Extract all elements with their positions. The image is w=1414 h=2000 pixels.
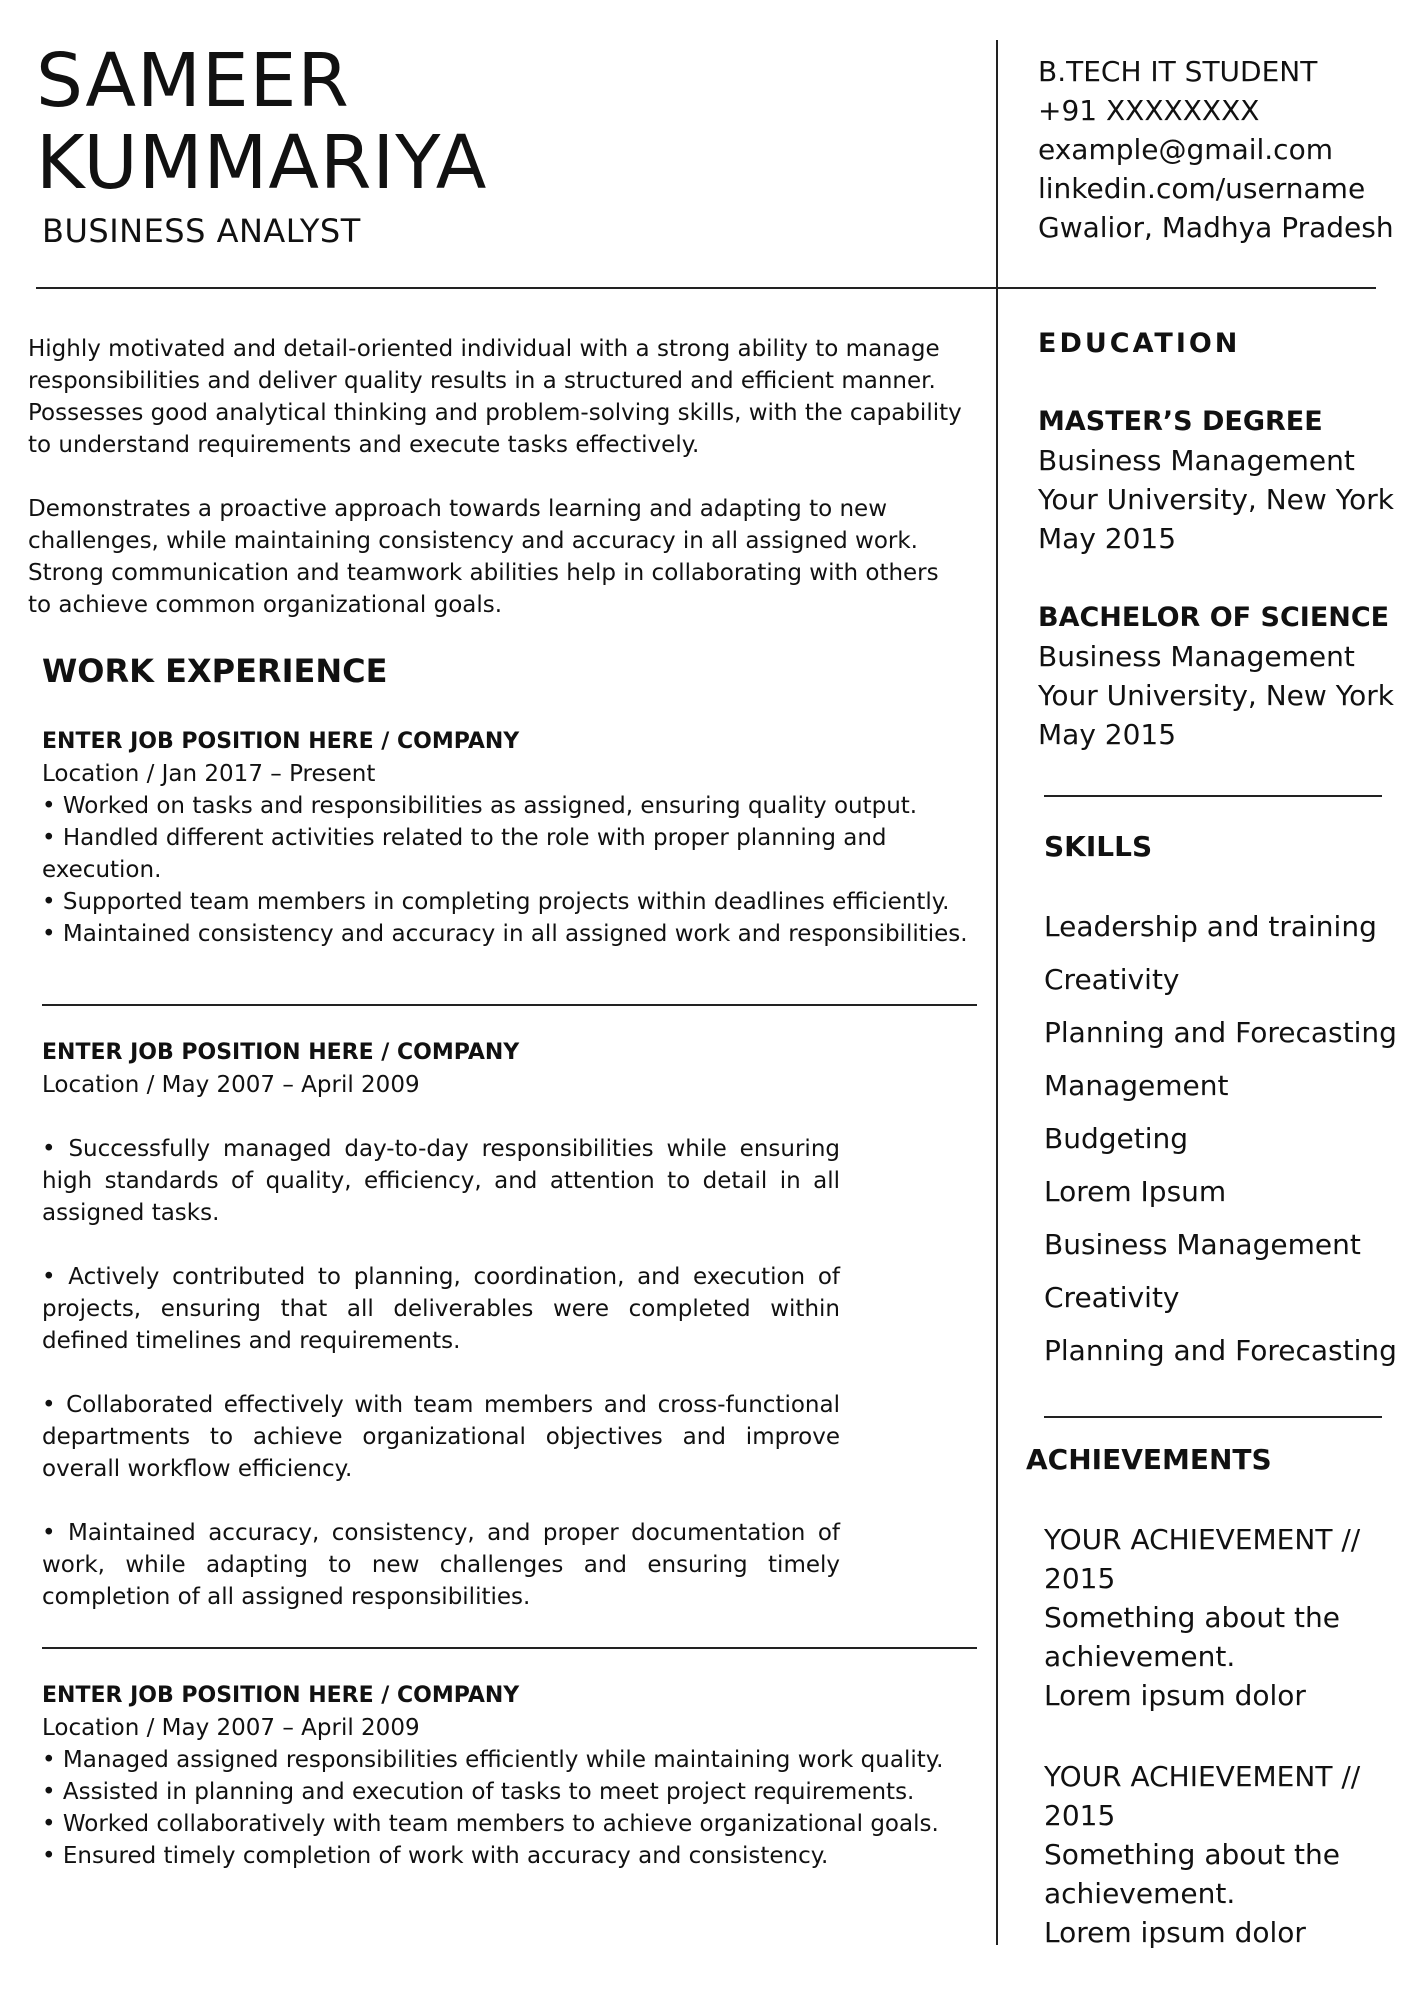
job-bullet: • Handled different activities related to the role with proper planning and execution. [42,825,887,883]
achievement-heading: YOUR ACHIEVEMENT // 2015 [1044,1523,1361,1595]
skills-title: SKILLS [1044,830,1153,863]
profile-summary [28,333,968,653]
job-role: BUSINESS ANALYST [42,212,361,250]
job-entry-2 [42,1037,972,1645]
contact-email: example@gmail.com [1038,133,1333,166]
job-title: ENTER JOB POSITION HERE / COMPANY [42,729,520,754]
job-divider-1 [42,1004,977,1006]
skills-list [1044,900,1397,1377]
work-experience-title: WORK EXPERIENCE [42,652,388,690]
achievement-description: Something about the achievement. [1044,1838,1340,1910]
education-title: EDUCATION [1038,328,1241,359]
achievement-note: Lorem ipsum dolor [1044,1916,1306,1949]
header-divider [36,287,1376,289]
contact-linkedin: linkedin.com/username [1038,172,1366,205]
job-entry-1 [42,726,972,950]
job-meta: Location / Jan 2017 – Present [42,761,376,787]
achievement-item-2 [1044,1757,1384,1952]
job-bullets [42,790,972,950]
job-bullet: • Actively contributed to planning, coordination, and execution of projects, ensuring that all deliverables were completed within defined timelines and requirements. [42,1264,840,1354]
job-meta: Location / May 2007 – April 2009 [42,1072,420,1098]
job-bullet: • Maintained consistency and accuracy in all assigned work and responsibilities. [42,921,968,947]
job-bullet: • Maintained accuracy, consistency, and proper documentation of work, while adapting to new challenges and ensuring timely completion of all assigned responsibilities. [42,1520,840,1610]
achievement-description: Something about the achievement. [1044,1601,1340,1673]
achievement-note: Lorem ipsum dolor [1044,1679,1306,1712]
name-last: KUMMARIYA [36,120,488,206]
skill-item: Budgeting [1044,1122,1189,1155]
job-entry-3 [42,1680,972,1872]
skill-item: Management [1044,1069,1229,1102]
contact-location: Gwalior, Madhya Pradesh [1038,211,1394,244]
job-bullet: • Collaborated effectively with team members and cross-functional departments to achieve organizational objectives and improve overall workflow efficiency. [42,1392,840,1482]
job-bullet: • Successfully managed day-to-day responsibilities while ensuring high standards of quality, efficiency, and attention to detail in all assigned tasks. [42,1136,840,1226]
job-bullets [42,1744,972,1872]
skill-item: Creativity [1044,963,1180,996]
candidate-name [36,40,487,204]
education-item-2 [1038,598,1398,754]
education-divider [1044,795,1382,797]
skills-divider [1044,1416,1382,1418]
degree-field: Business Management [1038,444,1355,477]
achievements-title: ACHIEVEMENTS [1026,1443,1272,1476]
skill-item: Planning and Forecasting [1044,1334,1397,1367]
job-bullets [42,1133,840,1613]
contact-phone: +91 XXXXXXXX [1038,94,1260,127]
job-bullet: • Ensured timely completion of work with accuracy and consistency. [42,1843,829,1869]
degree-school: Your University, New York [1038,679,1394,712]
job-bullet: • Worked on tasks and responsibilities as assigned, ensuring quality output. [42,793,918,819]
contact-block [1038,52,1394,247]
degree-name: BACHELOR OF SCIENCE [1038,602,1390,633]
degree-school: Your University, New York [1038,483,1394,516]
degree-date: May 2015 [1038,718,1177,751]
skill-item: Creativity [1044,1281,1180,1314]
contact-title: B.TECH IT STUDENT [1038,55,1318,88]
column-divider [996,40,998,1945]
degree-date: May 2015 [1038,522,1177,555]
education-item-1 [1038,402,1398,558]
degree-field: Business Management [1038,640,1355,673]
summary-paragraph-2: Demonstrates a proactive approach towards learning and adapting to new challenges, while maintaining consistency and accuracy in all assigned work. Strong communication and teamwork abilities help in collaborating with others to achieve common organizational goals. [28,496,939,618]
job-bullet: • Assisted in planning and execution of tasks to meet project requirements. [42,1779,915,1805]
degree-name: MASTER’S DEGREE [1038,406,1323,437]
job-bullet: • Supported team members in completing projects within deadlines efficiently. [42,889,950,915]
skill-item: Business Management [1044,1228,1361,1261]
job-title: ENTER JOB POSITION HERE / COMPANY [42,1683,520,1708]
achievement-item-1 [1044,1520,1384,1715]
skill-item: Planning and Forecasting [1044,1016,1397,1049]
name-first: SAMEER [36,38,350,124]
job-bullet: • Worked collaboratively with team members to achieve organizational goals. [42,1811,939,1837]
job-bullet: • Managed assigned responsibilities efficiently while maintaining work quality. [42,1747,944,1773]
job-divider-2 [42,1647,977,1649]
job-meta: Location / May 2007 – April 2009 [42,1715,420,1741]
job-title: ENTER JOB POSITION HERE / COMPANY [42,1040,520,1065]
skill-item: Lorem Ipsum [1044,1175,1227,1208]
skill-item: Leadership and training [1044,910,1377,943]
summary-paragraph-1: Highly motivated and detail-oriented individual with a strong ability to manage responsibilities and deliver quality results in a structured and efficient manner. Possesses good analytical thinking and problem-solving skills, with the capability to understand requirements and execute tasks effectively. [28,336,962,458]
achievement-heading: YOUR ACHIEVEMENT // 2015 [1044,1760,1361,1832]
